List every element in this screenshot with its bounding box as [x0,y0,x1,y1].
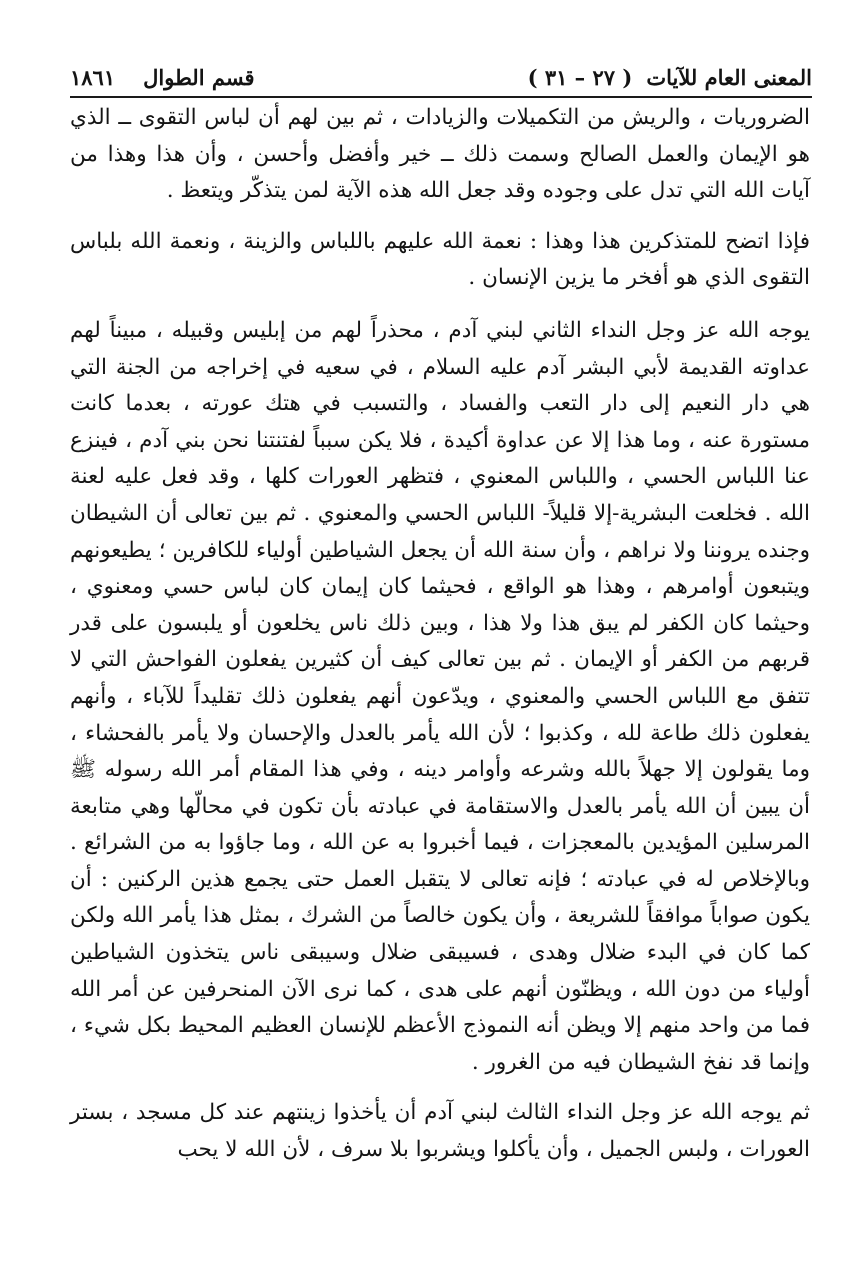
paragraph-2: فإذا اتضح للمتذكرين هذا وهذا : نعمة الله عليهم باللباس والزينة ، ونعمة الله بلباس التقوى الذي هو أفخر ما يزين الإنسان . [70,228,810,291]
paragraph-4: ثم يوجه الله عز وجل النداء الثالث لبني آدم أن يأخذوا زينتهم عند كل مسجد ، بستر العورات ، ولبس الجميل ، وأن يأكلوا ويشربوا بلا سرف ، لأن الله لا يحب [70,1100,810,1163]
page-number: ١٨٦١ [70,65,116,90]
page-body [70,100,810,1169]
page-header [70,58,812,90]
paragraph-3: يوجه الله عز وجل النداء الثاني لبني آدم ، محذراً لهم من إبليس وقبيله ، مبيناً لهم عداوته القديمة لأبي البشر آدم عليه السلام ، في سعيه في إخراجه من الجنة التي هي دار النعيم إلى دار التعب والفساد ، والتسبب في هتك عورته ، بعدما كانت مستورة عنه ، وما هذا إلا عن عداوة أكيدة ، فلا يكن سبباً لفتنتنا نحن بني آدم ، فينزع عنا اللباس الحسي ، واللباس المعنوي ، فتظهر العورات كلها ، وقد فعل عليه لعنة الله . فخلعت البشرية-إلا قليلاً- اللباس الحسي والمعنوي . ثم بين تعالى أن الشيطان وجنده يروننا ولا نراهم ، وأن سنة الله أن يجعل الشياطين أولياء للكافرين ؛ يطيعونهم ويتبعون أوامرهم ، وهذا هو الواقع ، فحيثما كان إيمان كان لباس حسي ومعنوي ، وحيثما كان الكفر لم يبق هذا ولا هذا ، وبين ذلك ناس يخلعون أو يلبسون على قدر قربهم من الكفر أو الإيمان . ثم بين تعالى كيف أن كثيرين يفعلون الفواحش التي لا تتفق مع اللباس الحسي والمعنوي ، ويدّعون أنهم يفعلون ذلك تقليداً للآباء ، وأنهم يفعلون ذلك طاعة لله ، وكذبوا ؛ لأن الله يأمر بالعدل والإحسان ولا يأمر بالفحشاء ، وما يقولون إلا جهلاً بالله وشرعه وأوامر دينه ، وفي هذا المقام أمر الله رسوله ﷺ أن يبين أن الله يأمر بالعدل والاستقامة في عبادته بأن تكون في محالّها وهي متابعة المرسلين المؤيدين بالمعجزات ، فيما أخبروا به عن الله ، وما جاؤوا به من الشرائع . وبالإخلاص له في عبادته ؛ فإنه تعالى لا يتقبل العمل حتى يجمع هذين الركنين : أن يكون صواباً موافقاً للشريعة ، وأن يكون خالصاً من الشرك ، بمثل هذا يأمر الله ولكن كما كان في البدء ضلال وهدى ، فسيبقى ضلال وسيبقى ناس يتخذون الشياطين أولياء من دون الله ، ويظنّون أنهم على هدى ، كما نرى الآن المنحرفين عن أمر الله فما من واحد منهم إلا ويظن أنه النموذج الأعظم للإنسان العظيم المحيط بكل شيء ، وإنما قد نفخ الشيطان فيه من الغرور . [70,317,810,1075]
header-page-group [70,65,255,90]
header-title-group [528,65,812,90]
verse-range: ( ٢٧ – ٣١ ) [527,65,633,90]
section-name: قسم الطوال [143,65,255,90]
book-title: المعنى العام للآيات [646,65,812,90]
header-divider [70,96,812,98]
paragraph-1: الضروريات ، والريش من التكميلات والزيادات ، ثم بين لهم أن لباس التقوى ــ الذي هو الإيمان والعمل الصالح وسمت ذلك ــ خير وأفضل وأحسن ، وأن هذا وهذا من آيات الله التي تدل على وجوده وقد جعل الله هذه الآية لمن يتذكّر ويتعظ . [70,105,810,204]
